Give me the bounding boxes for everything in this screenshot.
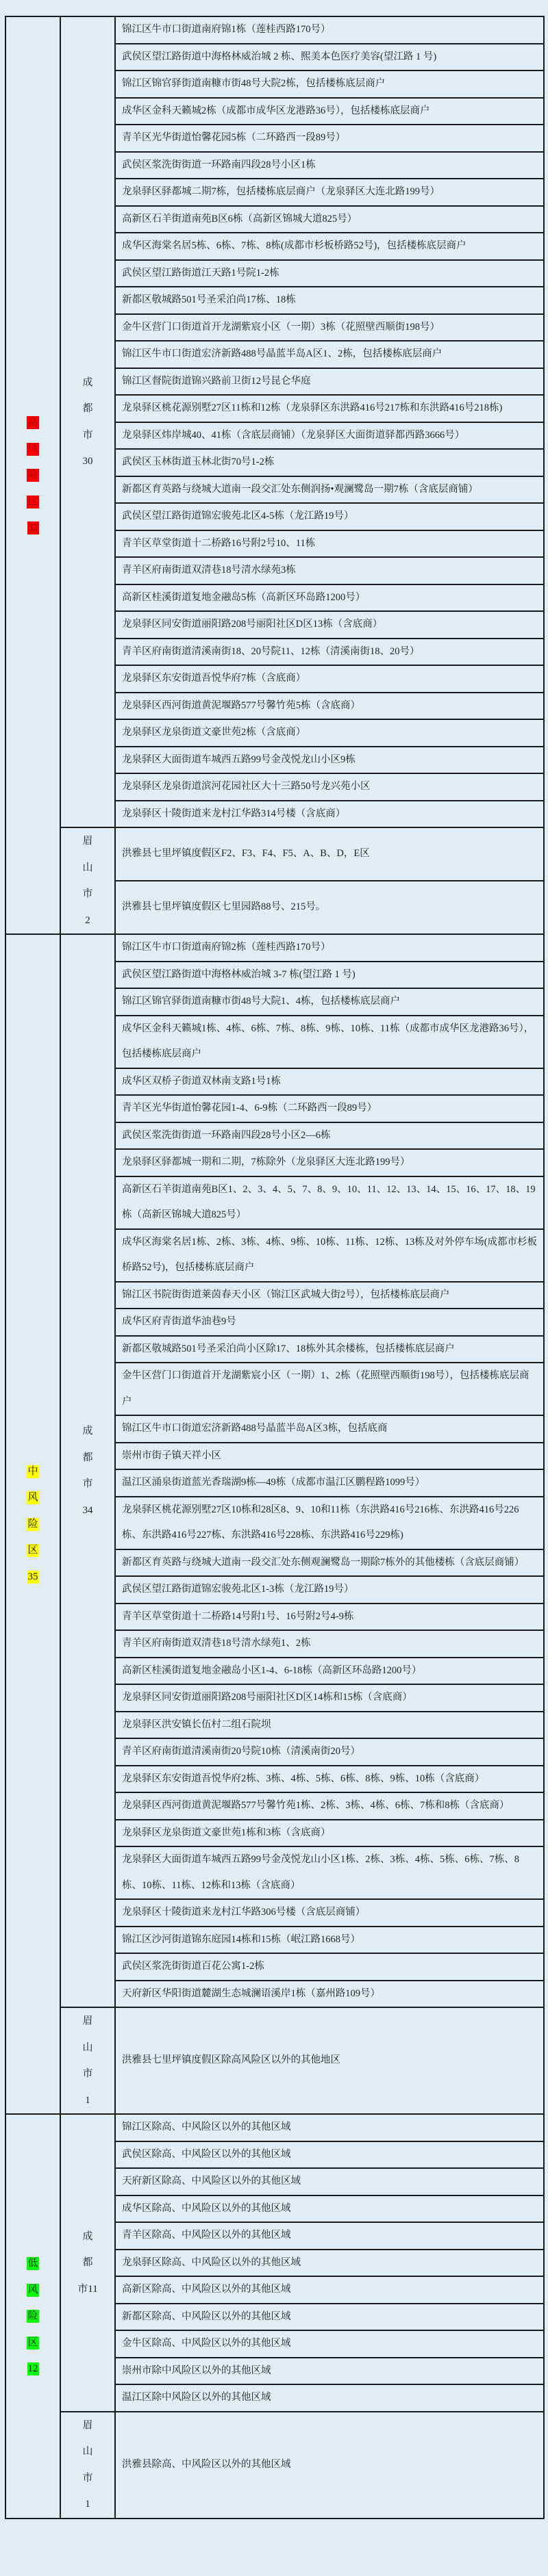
city-label-char: 市11 xyxy=(77,2283,98,2295)
risk-level-badge: 风 xyxy=(27,2284,38,2295)
table-row xyxy=(5,2007,544,2114)
city-label-char: 成 xyxy=(82,1426,93,1437)
address-cell: 成华区海棠名居5栋、6栋、7栋、8栋(成都市杉板桥路52号)，包括楼栋底层商户 xyxy=(115,233,544,260)
city-label-char: 成 xyxy=(82,2230,93,2242)
risk-level-low xyxy=(5,2114,60,2519)
risk-level-badge: 低 xyxy=(27,2258,38,2269)
risk-level-badge: 险 xyxy=(27,2310,38,2321)
address-cell: 锦江区锦官驿街道南糠市街48号大院2栋，包括楼栋底层商户 xyxy=(115,70,544,98)
address-cell: 龙泉驿区龙泉街道文豪世苑2栋（含底商） xyxy=(115,719,544,747)
risk-level-badge: 险 xyxy=(27,469,38,481)
city-label-char: 市 xyxy=(82,429,93,441)
address-cell: 龙泉驿区同安街道丽阳路208号丽阳社区D区13栋（含底商） xyxy=(115,611,544,639)
address-cell: 成华区除高、中风险区以外的其他区域 xyxy=(115,2195,544,2223)
address-cell: 温江区涌泉街道蓝光香瑞湖9栋—49栋（成都市温江区鹏程路1099号） xyxy=(115,1469,544,1497)
risk-level-char xyxy=(6,2303,60,2330)
address-cell: 青羊区府南街道双清巷18号清水绿苑1、2栋 xyxy=(115,1630,544,1658)
address-cell: 锦江区沙河街道锦东庭园14栋和15栋（岷江路1668号） xyxy=(115,1927,544,1954)
city-label-char: 都 xyxy=(82,1452,93,1463)
city-label-char: 1 xyxy=(85,2499,90,2510)
city-label-char: 山 xyxy=(82,862,93,873)
table-row xyxy=(5,2114,544,2141)
risk-area-table-body xyxy=(5,16,544,2519)
risk-level-badge: 32 xyxy=(27,522,38,534)
risk-level-medium xyxy=(5,934,60,2114)
city-label-char: 市 xyxy=(82,1478,93,1489)
address-cell: 新都区除高、中风险区以外的其他区域 xyxy=(115,2304,544,2331)
address-cell: 洪雅县七里坪镇度假区七里园路88号、215号。 xyxy=(115,881,544,934)
city-label-char: 都 xyxy=(82,403,93,414)
address-cell: 崇州市除中风险区以外的其他区域 xyxy=(115,2358,544,2385)
risk-level-char xyxy=(6,436,60,463)
address-cell: 洪雅县除高、中风险区以外的其他区域 xyxy=(115,2412,544,2519)
address-cell: 天府新区除高、中风险区以外的其他区域 xyxy=(115,2168,544,2195)
risk-level-badge: 35 xyxy=(27,1571,38,1582)
address-cell: 青羊区府南街道清溪南街18、20号院11、12栋（清溪南街18、20号） xyxy=(115,639,544,666)
address-cell: 龙泉驿区同安街道丽阳路208号丽阳社区D区14栋和15栋（含底商） xyxy=(115,1684,544,1712)
address-cell: 龙泉驿区桃花源别墅27区10栋和28区8、9、10和11栋（东洪路416号216栋、东洪路416号226栋、东洪路416号227栋、东洪路416号228栋、东洪路416号229栋) xyxy=(115,1497,544,1549)
city-label-char: 30 xyxy=(82,456,93,467)
address-cell: 武侯区浆洗街街道百花公寓1-2栋 xyxy=(115,1953,544,1981)
city-label-char: 34 xyxy=(82,1504,93,1516)
address-cell: 锦江区督院街道锦兴路前卫街12号昆仑华庭 xyxy=(115,368,544,396)
city-label-char: 2 xyxy=(85,914,90,926)
risk-level-badge: 区 xyxy=(27,2336,38,2348)
risk-level-char xyxy=(6,2277,60,2304)
address-cell: 高新区石羊街道南苑B区6栋（高新区锦城大道825号） xyxy=(115,206,544,233)
address-cell: 龙泉驿区西河街道黄泥堰路577号馨竹苑5栋（含底商） xyxy=(115,693,544,720)
risk-level-badge: 区 xyxy=(27,1545,38,1556)
address-cell: 天府新区华阳街道麓湖生态城澜语溪岸1栋（嘉州路109号） xyxy=(115,1981,544,2008)
address-cell: 高新区石羊街道南苑B区1、2、3、4、5、7、8、9、10、11、12、13、14、15、16、17、18、19栋（高新区锦城大道825号） xyxy=(115,1176,544,1229)
risk-level-char xyxy=(6,2330,60,2356)
address-cell: 成华区海棠名居1栋、2栋、3栋、4栋、9栋、10栋、11栋、12栋、13栋及对外停车场(成都市杉板桥路52号)，包括楼栋底层商户 xyxy=(115,1229,544,1282)
address-cell: 青羊区草堂街道十二桥路16号附2号10、11栋 xyxy=(115,530,544,558)
risk-level-char xyxy=(6,1537,60,1564)
address-cell: 龙泉驿区洪安镇长伍村二组石院坝 xyxy=(115,1712,544,1739)
address-cell: 武侯区浆洗街街道一环路南四段28号小区1栋 xyxy=(115,152,544,179)
address-cell: 金牛区营门口街道首开龙湖紫宸小区（一期）3栋（花照壁西顺街198号） xyxy=(115,314,544,342)
address-cell: 温江区除中风险区以外的其他区域 xyxy=(115,2384,544,2412)
risk-level-badge: 风 xyxy=(27,443,38,454)
address-cell: 龙泉驿区龙泉街道文豪世苑1栋和3栋（含底商） xyxy=(115,1820,544,1847)
address-cell: 青羊区除高、中风险区以外的其他区域 xyxy=(115,2222,544,2250)
address-cell: 锦江区牛市口街道南府锦1栋（莲桂西路170号） xyxy=(115,16,544,44)
address-cell: 青羊区光华街道怡馨花园1-4、6-9栋（二环路西一段89号） xyxy=(115,1095,544,1122)
address-cell: 龙泉驿区西河街道黄泥堰路577号馨竹苑1栋、2栋、3栋、4栋、6栋、7栋和8栋（含底商） xyxy=(115,1792,544,1820)
address-cell: 武侯区望江路街道中海格林威治城 3-7 栋(望江路 1 号) xyxy=(115,962,544,989)
address-cell: 武侯区玉林街道玉林北街70号1-2栋 xyxy=(115,449,544,476)
risk-level-badge: 区 xyxy=(27,495,38,507)
city-label-char: 山 xyxy=(82,2446,93,2457)
city-cell xyxy=(60,934,115,2007)
city-label-char: 都 xyxy=(82,2257,93,2268)
table-row xyxy=(5,2412,544,2519)
address-cell: 成华区金科天籁城1栋、4栋、6栋、7栋、8栋、9栋、10栋、11栋（成都市成华区龙港路36号），包括楼栋底层商户 xyxy=(115,1016,544,1068)
risk-level-char xyxy=(6,1564,60,1590)
city-cell xyxy=(60,827,115,934)
address-cell: 青羊区光华街道怡馨花园5栋（二环路西一段89号） xyxy=(115,125,544,152)
address-cell: 洪雅县七里坪镇度假区除高风险区以外的其他地区 xyxy=(115,2007,544,2114)
address-cell: 武侯区望江路街道锦宏骏苑北区1-3栋（龙江路19号） xyxy=(115,1576,544,1603)
risk-area-table xyxy=(5,16,545,2519)
address-cell: 锦江区牛市口街道宏济新路488号晶蓝半岛A区1、2栋，包括楼栋底层商户 xyxy=(115,341,544,368)
address-cell: 锦江区除高、中风险区以外的其他区域 xyxy=(115,2114,544,2141)
table-row xyxy=(5,16,544,44)
address-cell: 武侯区望江路街道江天路1号院1-2栋 xyxy=(115,260,544,287)
address-cell: 龙泉驿区东安街道吾悦华府7栋（含底商） xyxy=(115,665,544,693)
risk-level-char xyxy=(6,1458,60,1485)
table-row xyxy=(5,827,544,881)
risk-level-high xyxy=(5,16,60,934)
risk-level-badge: 12 xyxy=(27,2363,38,2374)
city-label-char: 眉 xyxy=(82,2015,93,2026)
address-cell: 龙泉驿区十陵街道来龙村江华路314号楼（含底商） xyxy=(115,801,544,828)
address-cell: 金牛区营门口街道首开龙湖紫宸小区（一期）1、2栋（花照壁西顺街198号），包括楼栋底层商户 xyxy=(115,1363,544,1415)
address-cell: 锦江区牛市口街道宏济新路488号晶蓝半岛A区3栋，包括底商 xyxy=(115,1415,544,1443)
address-cell: 新都区敬城路501号圣采泊尚小区除17、18栋外其余楼栋，包括楼栋底层商户 xyxy=(115,1336,544,1363)
address-cell: 武侯区浆洗街街道一环路南四段28号小区2—6栋 xyxy=(115,1122,544,1150)
city-label-char: 眉 xyxy=(82,836,93,847)
address-cell: 龙泉驿区炜岸城40、41栋（含底层商铺）（龙泉驿区大面街道驿都西路3666号） xyxy=(115,422,544,450)
city-label-char: 成 xyxy=(82,376,93,388)
address-cell: 青羊区府南街道清溪南街20号院10栋（清溪南街20号） xyxy=(115,1738,544,1766)
risk-level-badge: 中 xyxy=(27,1465,38,1477)
address-cell: 龙泉驿区大面街道车城西五路99号金茂悦龙山小区1栋、2栋、3栋、4栋、5栋、6栋、7栋、8栋、10栋、11栋、12栋和13栋（含底商） xyxy=(115,1846,544,1899)
city-label-char: 山 xyxy=(82,2042,93,2053)
address-cell: 龙泉驿区除高、中风险区以外的其他区域 xyxy=(115,2250,544,2277)
address-cell: 青羊区府南街道双清巷18号清水绿苑3栋 xyxy=(115,557,544,584)
address-cell: 锦江区书院街街道莱茵春天小区（锦江区武城大街2号），包括楼栋底层商户 xyxy=(115,1282,544,1309)
address-cell: 龙泉驿区大面街道车城西五路99号金茂悦龙山小区9栋 xyxy=(115,747,544,774)
address-cell: 青羊区草堂街道十二桥路14号附1号、16号附2号4-9栋 xyxy=(115,1603,544,1631)
address-cell: 龙泉驿区十陵街道来龙村江华路306号楼（含底层商铺） xyxy=(115,1899,544,1927)
risk-level-char xyxy=(6,515,60,541)
city-label-char: 市 xyxy=(82,2472,93,2484)
address-cell: 龙泉驿区驿都城二期7栋，包括楼栋底层商户（龙泉驿区大连北路199号） xyxy=(115,179,544,206)
address-cell: 高新区桂溪街道复地金融岛小区1-4、6-18栋（高新区环岛路1200号） xyxy=(115,1658,544,1685)
risk-level-badge: 险 xyxy=(27,1518,38,1530)
address-cell: 武侯区除高、中风险区以外的其他区域 xyxy=(115,2141,544,2169)
risk-level-char xyxy=(6,1511,60,1538)
address-cell: 洪雅县七里坪镇度假区F2、F3、F4、F5、A、B、D，E区 xyxy=(115,827,544,881)
risk-level-char xyxy=(6,409,60,436)
risk-level-char xyxy=(6,489,60,515)
address-cell: 成华区金科天籁城2栋（成都市成华区龙港路36号），包括楼栋底层商户 xyxy=(115,98,544,125)
address-cell: 锦江区锦官驿街道南糠市街48号大院1、4栋，包括楼栋底层商户 xyxy=(115,988,544,1016)
city-cell xyxy=(60,2114,115,2412)
address-cell: 新都区敬城路501号圣采泊尚17栋、18栋 xyxy=(115,287,544,314)
address-cell: 高新区除高、中风险区以外的其他区域 xyxy=(115,2276,544,2304)
risk-level-badge: 风 xyxy=(27,1492,38,1504)
risk-level-char xyxy=(6,2356,60,2382)
address-cell: 武侯区望江路街道锦宏骏苑北区4-5栋（龙江路19号） xyxy=(115,503,544,530)
city-label-char: 市 xyxy=(82,888,93,899)
address-cell: 锦江区牛市口街道南府锦2栋（莲桂西路170号） xyxy=(115,934,544,962)
address-cell: 武侯区望江路街道中海格林威治城 2 栋、熙美本色医疗美容(望江路 1 号) xyxy=(115,44,544,71)
address-cell: 新都区育英路与绕城大道南一段交汇处东侧观澜鹭岛一期除7栋外的其他楼栋（含底层商铺） xyxy=(115,1549,544,1577)
address-cell: 成华区府青街道华油巷9号 xyxy=(115,1309,544,1336)
city-cell xyxy=(60,16,115,827)
address-cell: 龙泉驿区龙泉街道滨河花园社区大十三路50号龙兴苑小区 xyxy=(115,773,544,801)
risk-level-badge: 高 xyxy=(27,417,38,428)
address-cell: 龙泉驿区桃花源别墅27区11栋和12栋（龙泉驿区东洪路416号217栋和东洪路416号218栋) xyxy=(115,395,544,422)
city-label-char: 1 xyxy=(85,2094,90,2106)
address-cell: 新都区育英路与绕城大道南一段交汇处东侧润扬•观澜鹭岛一期7栋（含底层商铺） xyxy=(115,476,544,504)
city-cell xyxy=(60,2007,115,2114)
address-cell: 崇州市街子镇天祥小区 xyxy=(115,1443,544,1470)
city-cell xyxy=(60,2412,115,2519)
address-cell: 高新区桂溪街道复地金融岛5栋（高新区环岛路1200号） xyxy=(115,584,544,612)
risk-level-char xyxy=(6,2250,60,2277)
city-label-char: 市 xyxy=(82,2068,93,2079)
city-label-char: 眉 xyxy=(82,2419,93,2431)
risk-level-char xyxy=(6,462,60,489)
table-row xyxy=(5,934,544,962)
address-cell: 龙泉驿区东安街道吾悦华府2栋、3栋、4栋、5栋、6栋、8栋、9栋、10栋（含底商） xyxy=(115,1766,544,1793)
address-cell: 龙泉驿区驿都城一期和二期，7栋除外（龙泉驿区大连北路199号） xyxy=(115,1149,544,1176)
risk-level-char xyxy=(6,1484,60,1511)
address-cell: 成华区双桥子街道双林南支路1号1栋 xyxy=(115,1068,544,1096)
address-cell: 金牛区除高、中风险区以外的其他区域 xyxy=(115,2330,544,2358)
